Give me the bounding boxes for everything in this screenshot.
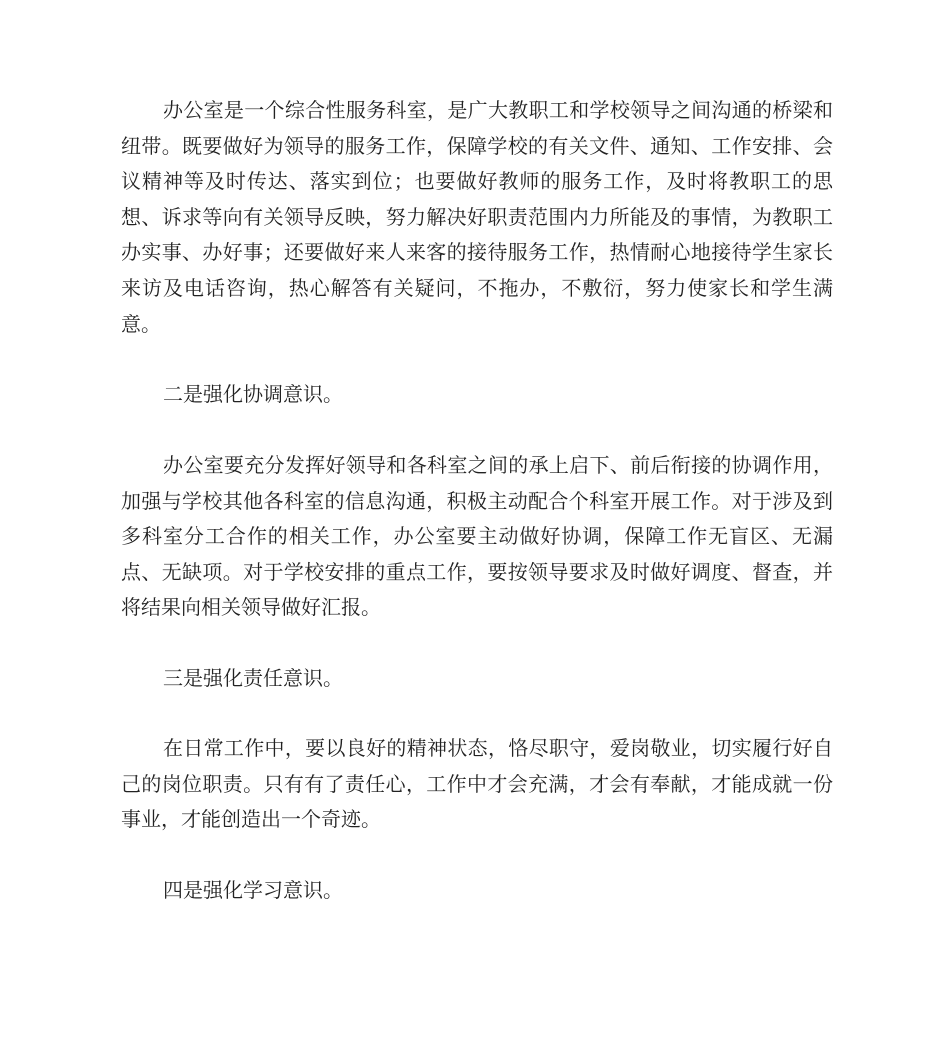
- section-heading-coordination: 二是强化协调意识。: [163, 382, 343, 406]
- body-paragraph-coordination: 办公室要充分发挥好领导和各科室之间的承上启下、前后衔接的协调作用，加强与学校其他各科室的信息沟通，积极主动配合个科室开展工作。对于涉及到多科室分工合作的相关工作，办公室要主动做好协调，保障工作无盲区、无漏点、无缺项。对于学校安排的重点工作，要按领导要求及时做好调度、督查，并将结果向相关领导做好汇报。: [121, 453, 833, 620]
- section-heading-responsibility: 三是强化责任意识。: [163, 666, 343, 690]
- body-paragraph-office-service: 办公室是一个综合性服务科室，是广大教职工和学校领导之间沟通的桥梁和纽带。既要做好为领导的服务工作，保障学校的有关文件、通知、工作安排、会议精神等及时传达、落实到位；也要做好教师的服务工作，及时将教职工的思想、诉求等向有关领导反映，努力解决好职责范围内力所能及的事情，为教职工办实事、办好事；还要做好来人来客的接待服务工作，热情耐心地接待学生家长来访及电话咨询，热心解答有关疑问，不拖办，不敷衍，努力使家长和学生满意。: [121, 98, 833, 336]
- body-paragraph-responsibility: 在日常工作中，要以良好的精神状态，恪尽职守，爱岗敬业，切实履行好自己的岗位职责。只有有了责任心，工作中才会充满，才会有奉献，才能成就一份事业，才能创造出一个奇迹。: [121, 736, 833, 832]
- section-heading-learning: 四是强化学习意识。: [163, 878, 343, 902]
